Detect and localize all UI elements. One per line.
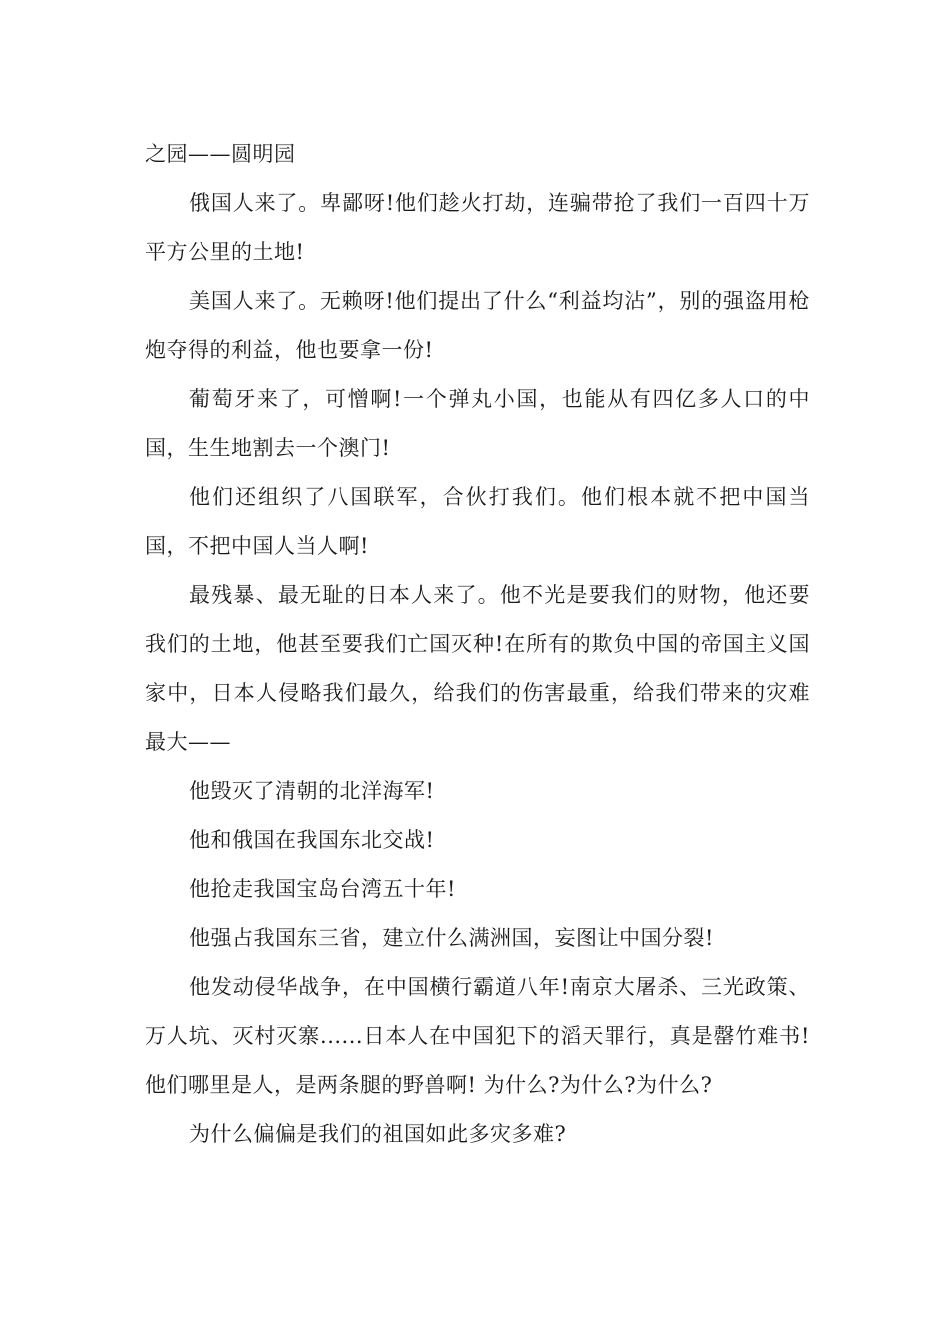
paragraph-portugal: 葡萄牙来了，可憎啊!一个弹丸小国，也能从有四亿多人口的中国，生生地割去一个澳门! <box>145 387 810 460</box>
paragraph-eight-nation-alliance: 他们还组织了八国联军，合伙打我们。他们根本就不把中国当国，不把中国人当人啊! <box>145 485 810 558</box>
paragraph-russia: 俄国人来了。卑鄙呀!他们趁火打劫，连骗带抢了我们一百四十万平方公里的土地! <box>145 191 810 264</box>
paragraph-manchukuo: 他强占我国东三省，建立什么满洲国，妄图让中国分裂! <box>189 926 714 950</box>
paragraph-northeast-war: 他和俄国在我国东北交战! <box>189 828 435 852</box>
paragraph-invasion: 他发动侵华战争，在中国横行霸道八年!南京大屠杀、三光政策、万人坑、灭村灭寨......日本人在中国犯下的滔天罪行，真是罄竹难书!他们哪里是人，是两条腿的野兽啊! 为什么?为什么?为什么? <box>145 975 810 1097</box>
paragraph-taiwan: 他抢走我国宝岛台湾五十年! <box>189 877 456 901</box>
paragraph-beiyang-navy: 他毁灭了清朝的北洋海军! <box>189 779 435 803</box>
paragraph-japan: 最残暴、最无耻的日本人来了。他不光是要我们的财物，他还要我们的土地，他甚至要我们亡国灭种!在所有的欺负中国的帝国主义国家中，日本人侵略我们最久，给我们的伤害最重，给我们带来的灾难最大—— <box>145 583 810 754</box>
paragraph-america: 美国人来了。无赖呀!他们提出了什么“利益均沾”，别的强盗用枪炮夺得的利益，他也要拿一份! <box>145 289 810 362</box>
paragraph-question: 为什么偏偏是我们的祖国如此多灾多难? <box>189 1122 567 1146</box>
body-text <box>145 130 810 1159</box>
paragraph-continuation: 之园——圆明园 <box>145 142 296 166</box>
